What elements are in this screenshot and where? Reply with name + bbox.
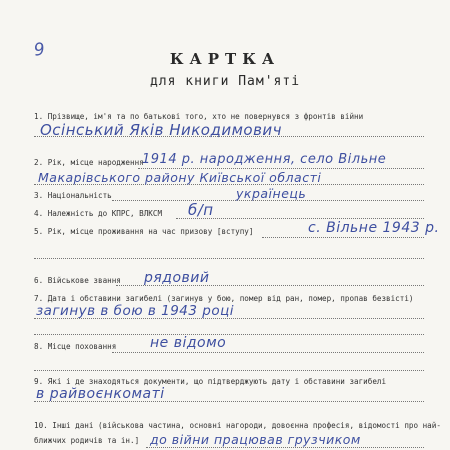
field-1-value: Осінський Яків Никодимович [40,121,283,139]
field-8-label: 8. Місце поховання [34,342,117,351]
field-9-value: в райвоєнкоматі [36,386,165,402]
field-3-value: українець [236,186,307,201]
field-2-value: 1914 р. народження, село Вільне [142,152,387,167]
field-6-value: рядовий [144,270,210,286]
field-9-label: 9. Які і де знаходяться документи, що підтверджують дату і обставини загибелі [34,377,387,386]
field-7-label: 7. Дата і обставини загибелі (загинув у бою, помер від ран, помер, пропав безвісті) [34,294,414,303]
field-6-label: 6. Військове звання [34,276,121,285]
field-8-line-b [34,370,424,371]
field-5-value: с. Вільне 1943 р. [308,220,440,236]
field-8-line [112,352,424,353]
field-7-line-b [34,334,424,335]
field-10-value: до війни працював грузчиком [150,432,361,447]
field-5-line-b [34,258,424,259]
card-subtitle: для книги Пам'яті [149,74,301,89]
field-5-label: 5. Рік, місце проживання на час призову [вступу] [34,227,254,236]
field-8-value: не відомо [150,335,227,351]
field-3-label: 3. Національність [34,191,112,200]
card-number: 9 [32,39,47,61]
field-1-label: 1. Прізвище, ім'я та по батькові того, хто не повернувся з фронтів війни [34,112,364,121]
card-title: КАРТКА [169,50,281,68]
field-7-value: загинув в бою в 1943 році [36,303,235,319]
field-10-label: 10. Інші дані (військова частина, основні нагороди, довоєнна професія, відомості про най- [34,421,441,430]
field-2-label: 2. Рік, місце народження [34,158,144,167]
field-2-line [138,168,424,169]
field-5-line [262,237,424,238]
field-10-label-b: ближчих родичів та ін.] [34,436,140,445]
field-4-value: б/п [188,201,214,219]
field-10-line [146,447,424,448]
field-2-value-2: Макарівського району Київської області [38,170,322,185]
field-4-label: 4. Належність до КПРС, ВЛКСМ [34,209,163,218]
